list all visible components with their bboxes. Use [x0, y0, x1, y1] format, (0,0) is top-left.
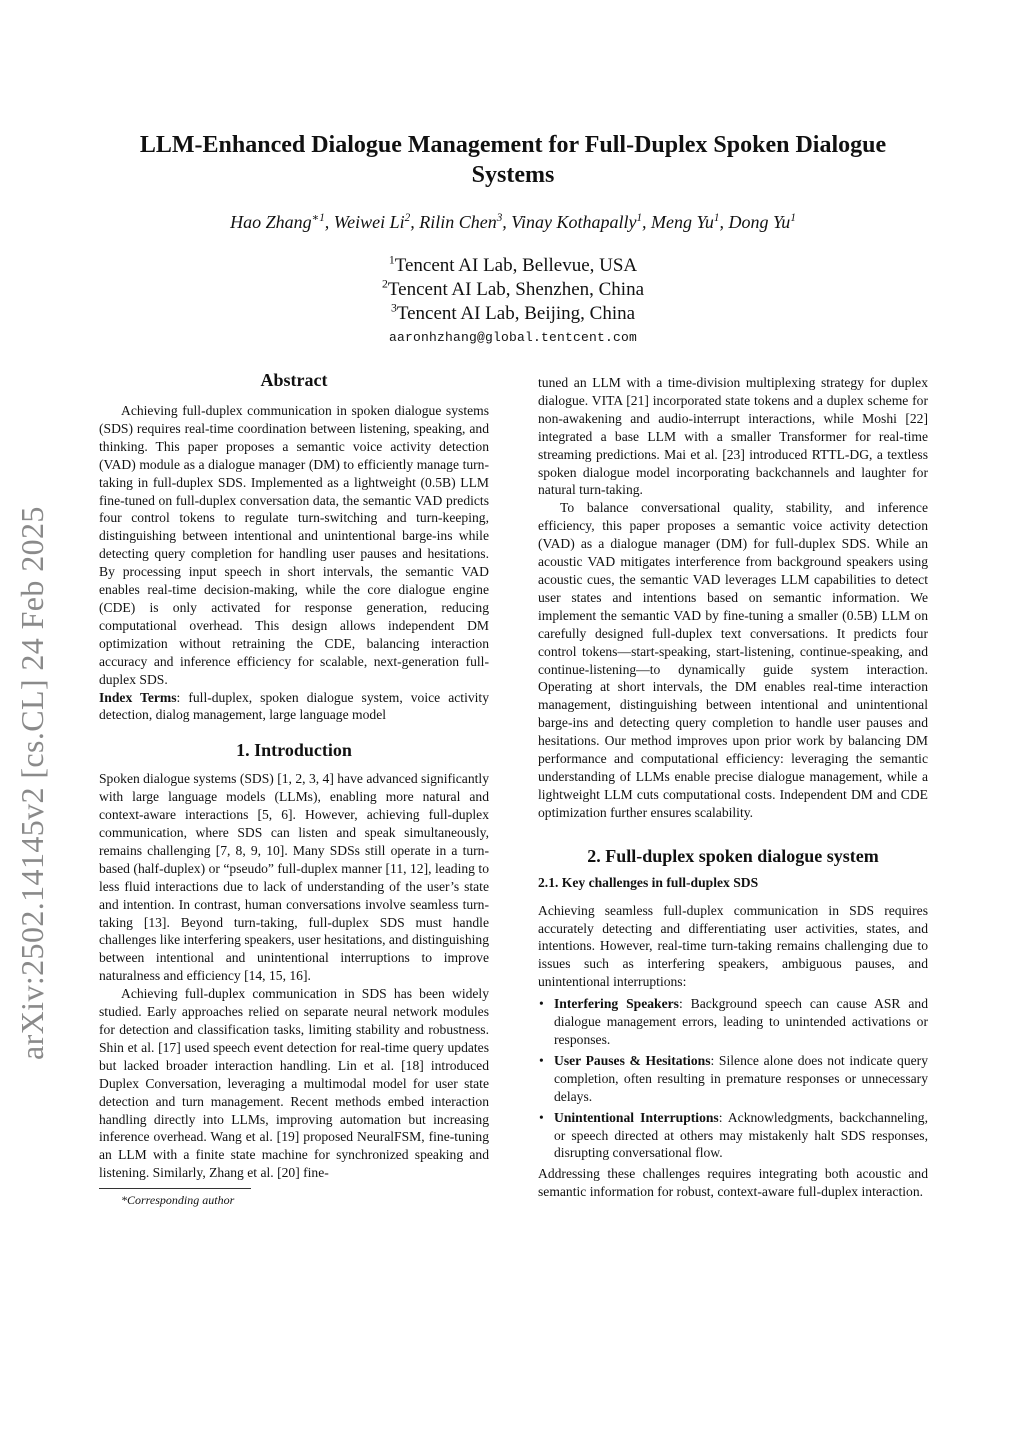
bullet-icon: • — [539, 1109, 544, 1125]
footnote-rule — [99, 1188, 251, 1189]
list-item: • Interfering Speakers: Background speech can cause ASR and dialogue management errors, leading to unintended activations or responses. — [539, 996, 928, 1047]
left-column — [99, 368, 489, 1207]
author: Weiwei Li$^2$ — [333, 212, 411, 232]
affiliation: $^2$Tencent AI Lab, Shenzhen, China — [381, 277, 645, 300]
intro-paragraph: Spoken dialogue systems (SDS) [1, 2, 3, 4] have advanced significantly with large language models (LLMs), enabling more natural and context-aware interactions [5, 6]. However, achieving full-duplex communication, where SDS can listen and speak simultaneously, remains challenging [7, 8, 9, 10]. Many SDSs still operate in a turn-based (half-duplex) or “pseudo” full-duplex manner [11, 12], leading to less fluid interactions due to lack of understanding of the user’s state and intention. In contrast, human conversations involve seamless turn-taking [13]. Beyond turn-taking, full-duplex SDS must handle challenges like interfering speakers, user hesitations, and distinguishing between intentional and unintentional interruptions to improve naturalness and efficiency [14, 15, 16]. — [99, 771, 489, 984]
author: Hao Zhang$^{∗1}$ — [230, 212, 325, 232]
author: Dong Yu$^1$ — [728, 212, 796, 232]
subsection-heading: 2.1. Key challenges in full-duplex SDS — [538, 874, 759, 890]
section2-intro: Achieving seamless full-duplex communication in SDS requires accurately detecting and differentiating user activities, states, and intentions. However, real-time turn-taking remains challenging due to issues such as interfering speakers, ambiguous pauses, and unintentional interruptions: — [538, 902, 928, 990]
abstract-text: Achieving full-duplex communication in spoken dialogue systems (SDS) requires real-time coordination between listening, speaking, and thinking. This paper proposes a semantic voice activity detection (VAD) module as a dialogue manager (DM) to efficiently manage turn-taking in full-duplex SDS. Implemented as a lightweight (0.5B) LLM fine-tuned on full-duplex conversation data, the semantic VAD predicts four control tokens to regulate turn-switching and turn-keeping, distinguishing between intentional and unintentional barge-ins while detecting query completion for handling user pauses and hesitations. By processing input speech in short intervals, the semantic VAD enables real-time decision-making, while the core dialogue engine (CDE) is only activated for response generation, reducing computational overhead. This design allows independent DM optimization without retraining the CDE, balancing interaction accuracy and inference efficiency for scalable, next-generation full-duplex SDS. — [99, 403, 489, 687]
bullet-icon: • — [539, 996, 544, 1012]
author-email: aaronhzhang@global.tentcent.com — [388, 330, 638, 345]
author: Vinay Kothapally$^1$ — [511, 212, 643, 232]
abstract-heading: Abstract — [260, 370, 328, 390]
affiliation: $^1$Tencent AI Lab, Bellevue, USA — [388, 253, 638, 276]
affiliation-block — [100, 254, 926, 350]
intro-paragraph: tuned an LLM with a time-division multiplexing strategy for duplex dialogue. VITA [21] incorporated state tokens and a duplex scheme for non-awakening and audio-interrupt interactions, while Moshi [22] integrated a base LLM with a smaller Transformer for real-time streaming predictions. Mai et al. [23] introduced RTTL-DG, a textless spoken dialogue model incorporating backchannels and laughter for natural turn-taking. — [538, 375, 928, 498]
author: Meng Yu$^1$ — [651, 212, 720, 232]
author: Rilin Chen$^3$ — [419, 212, 503, 232]
affiliation: $^3$Tencent AI Lab, Beijing, China — [390, 301, 636, 324]
index-terms: Index Terms: full-duplex, spoken dialogue system, voice activity detection, dialog management, large language model — [99, 689, 489, 723]
list-item: • User Pauses & Hesitations: Silence alone does not indicate query completion, often resulting in premature responses or unnecessary delays. — [539, 1052, 928, 1104]
arxiv-sidebar-id: arXiv:2502.14145v2 [cs.CL] 24 Feb 2025 — [14, 506, 50, 1060]
right-column — [538, 374, 928, 1201]
challenge-list — [538, 995, 928, 1162]
footnote: *Corresponding author — [121, 1193, 235, 1208]
intro-paragraph: Achieving full-duplex communication in SDS has been widely studied. Early approaches relied on separate neural network modules for detection and classification tasks, limiting stability and robustness. Shin et al. [17] used speech event detection for real-time query updates but lacked broader interaction handling. Lin et al. [18] introduced Duplex Conversation, leveraging a multimodal model for user state detection and turn management. Recent methods embed interaction handling directly into LLMs, improving automation but increasing inference overhead. Wang et al. [19] proposed NeuralFSM, fine-tuning an LLM with a finite state machine for synchronized speaking and listening. Similarly, Zhang et al. [20] fine- — [99, 986, 489, 1181]
intro-paragraph: To balance conversational quality, stability, and inference efficiency, this paper proposes a semantic voice activity detection (VAD) as a dialogue manager (DM) for full-duplex SDS. While an acoustic VAD mitigates interference from background speakers using acoustic cues, the semantic VAD leverages LLM capabilities to detect user states and intentions based on semantic information. We implement the semantic VAD by fine-tuning a smaller (0.5B) LLM on carefully designed full-duplex text conversations. It predicts four control tokens—start-speaking, start-listening, continue-speaking, and continue-listening—to dynamically guide system interaction. Operating at short intervals, the DM enables real-time interaction management, distinguishing between intentional and unintentional barge-ins and detecting query completion to handle user pauses and hesitations. Our method improves upon prior work by balancing DM performance and computational efficiency: leveraging the semantic understanding of LLMs enable precise dialogue management, while a lightweight LLM cuts computational costs. Independent DM and CDE optimization further ensures scalability. — [538, 500, 928, 820]
section2-closing: Addressing these challenges requires integrating both acoustic and semantic information for robust, context-aware full-duplex interaction. — [538, 1166, 928, 1200]
list-item: • Unintentional Interruptions: Acknowledgments, backchanneling, or speech directed at others may mistakenly halt SDS responses, disrupting conversational flow. — [539, 1109, 928, 1161]
bullet-icon: • — [539, 1052, 544, 1068]
section2-heading: 2. Full-duplex spoken dialogue system — [587, 845, 879, 866]
intro-heading: 1. Introduction — [236, 740, 352, 761]
paper-title: LLM-Enhanced Dialogue Management for Full-Duplex Spoken Dialogue Systems — [139, 132, 887, 188]
author-list: Hao Zhang$^{∗1}$, Weiwei Li$^2$, Rilin Chen$^3$, Vinay Kothapally$^1$, Meng Yu$^1$, Dong Yu$^1$ — [230, 212, 796, 232]
